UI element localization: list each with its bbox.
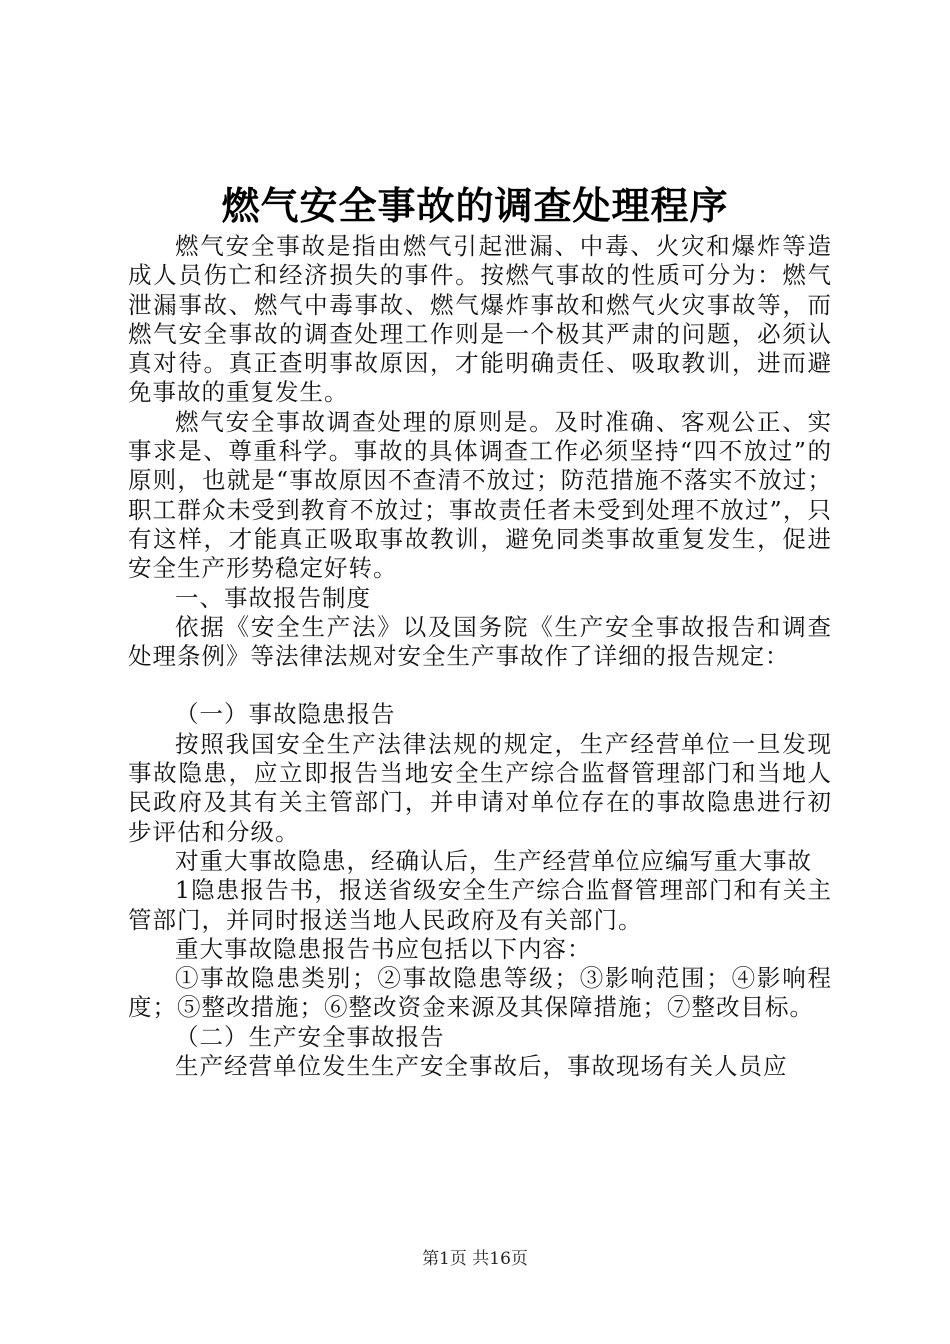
paragraph-definition: 燃气安全事故是指由燃气引起泄漏、中毒、火灾和爆炸等造成人员伤亡和经济损失的事件。按燃气事故的性质可分为：燃气泄漏事故、燃气中毒事故、燃气爆炸事故和燃气火灾事故等，而燃气安全事故的调查处理工作则是一个极其严肃的问题，必须认真对待。真正查明事故原因，才能明确责任、吸取教训，进而避免事故的重复发生。 [128,232,832,407]
page-footer: 第1页 共16页 [422,1249,528,1269]
paragraph-major-hazard: 对重大事故隐患，经确认后，生产经营单位应编写重大事故 [175,846,812,875]
subsection-heading-hazard-report: （一）事故隐患报告 [175,700,396,729]
paragraph-hazard-report-book: 1隐患报告书，报送省级安全生产综合监督管理部门和有关主管部门，并同时报送当地人民政府及有关部门。 [128,876,832,934]
document-title: 燃气安全事故的调查处理程序 [221,183,729,228]
paragraph-report-contents-intro: 重大事故隐患报告书应包括以下内容： [175,934,592,963]
section-heading-report-system: 一、事故报告制度 [175,583,371,612]
paragraph-report-contents-list: ①事故隐患类别；②事故隐患等级；③影响范围；④影响程度；⑤整改措施；⑥整改资金来源及其保障措施；⑦整改目标。 [128,964,832,1022]
blank-line [128,671,832,700]
document-body [128,232,832,1081]
paragraph-principles: 燃气安全事故调查处理的原则是。及时准确、客观公正、实事求是、尊重科学。事故的具体调查工作必须坚持“四不放过”的原则，也就是“事故原因不查清不放过；防范措施不落实不放过；职工群众未受到教育不放过；事故责任者未受到处理不放过”，只有这样，才能真正吸取事故教训，避免同类事故重复发生，促进安全生产形势稳定好转。 [128,407,832,583]
paragraph-legal-basis: 依据《安全生产法》以及国务院《生产安全事故报告和调查处理条例》等法律法规对安全生产事故作了详细的报告规定： [128,612,832,671]
paragraph-hazard-report: 按照我国安全生产法律法规的规定，生产经营单位一旦发现事故隐患，应立即报告当地安全生产综合监督管理部门和当地人民政府及其有关主管部门，并申请对单位存在的事故隐患进行初步评估和分级。 [128,729,832,846]
paragraph-accident-report: 生产经营单位发生生产安全事故后，事故现场有关人员应 [175,1052,788,1081]
subsection-heading-accident-report: （二）生产安全事故报告 [175,1022,445,1051]
